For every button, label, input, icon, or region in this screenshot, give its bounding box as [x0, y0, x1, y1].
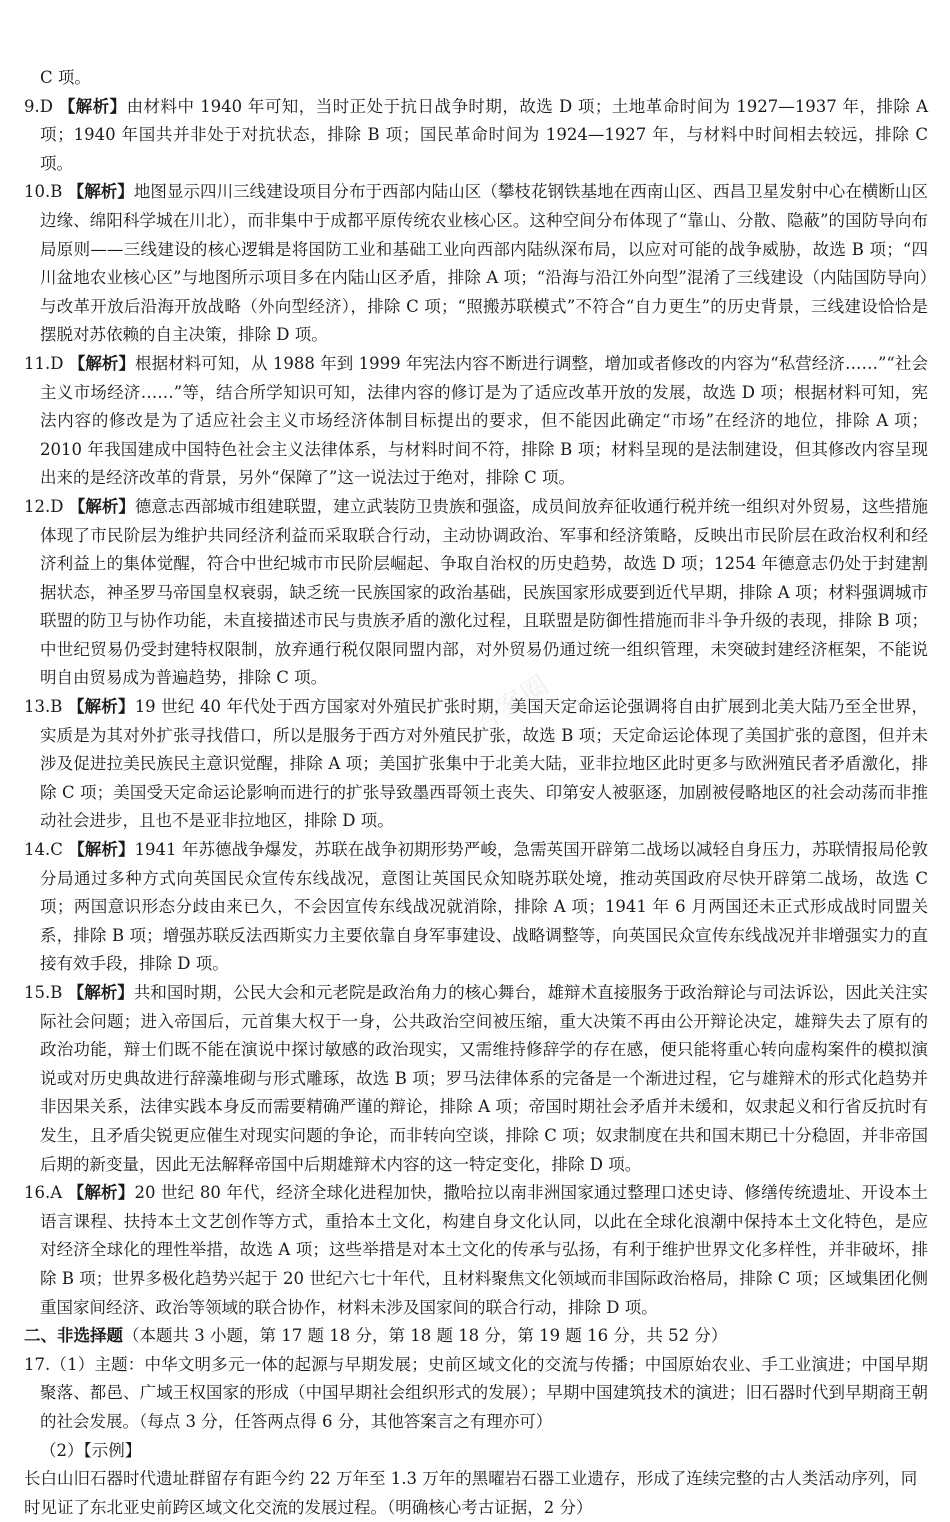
- answer-text: 根据材料可知，从 1988 年到 1999 年宪法内容不断进行调整，增加或者修改的内容为“私营经济……”“社会主义市场经济……”等，结合所学知识可知，法律内容的修订是为了适应改革开放的发展，故选 D 项；根据材料可知，宪法内容的修改是为了适应社会主义市场经济体制目标提出的要求，但不能因此确定“市场”在经济的地位，排除 A 项；2010 年我国建成中国特色社会主义法律体系，与材料时间不符，排除 B 项；材料呈现的是法制建设，但其修改内容呈现出来的是经济改革的背景，另外“保障了”这一说法过于绝对，排除 C 项。: [40, 353, 928, 488]
- question-17: [24, 1351, 928, 1437]
- answer-item: [24, 979, 928, 1179]
- answer-number: 10.B: [24, 182, 63, 202]
- analysis-tag: 【解析】: [67, 1183, 135, 1203]
- analysis-tag: 【解析】: [67, 697, 135, 717]
- continuation-line: C 项。: [40, 68, 91, 87]
- answer-text: 由材料中 1940 年可知，当时正处于抗日战争时期，故选 D 项；土地革命时间为 1927—1937 年，排除 A 项；1940 年国共并非处于对抗状态，排除 B 项；国民革命时间为 1924—1927 年，与材料中时间相去较远，排除 C 项。: [40, 96, 929, 173]
- section-heading: [24, 1322, 928, 1351]
- answer-item: [24, 93, 928, 179]
- answer-text: 1941 年苏德战争爆发，苏联在战争初期形势严峻，急需英国开辟第二战场以减轻自身压力，苏联情报局伦敦分局通过多种方式向英国民众宣传东线战况，意图让英国民众知晓苏联处境，推动英国政府尽快开辟第二战场，故选 C 项；两国意识形态分歧由来已久，不会因宣传东线战况就消除，排除 A 项；1941 年 6 月两国还未正式形成战时同盟关系，排除 B 项；增强苏联反法西斯实力主要依靠自身军事建设、战略调整等，向英国民众宣传东线战况并非增强实力的直接有效手段，排除 D 项。: [40, 840, 928, 974]
- question-number: 17.: [24, 1354, 51, 1374]
- answer-item: [24, 350, 928, 493]
- answer-text: 共和国时期，公民大会和元老院是政治角力的核心舞台，雄辩术直接服务于政治辩论与司法诉讼，因此关注实际社会问题；进入帝国后，元首集大权于一身，公共政治空间被压缩，重大决策不再由公开辩论决定，雄辩失去了原有的政治功能，辩士们既不能在演说中探讨敏感的政治现实，又需维持修辞学的存在感，便只能将重心转向虚构案件的模拟演说或对历史典故进行辞藻堆砌与形式雕琢，故选 B 项；罗马法律体系的完备是一个渐进过程，它与雄辩术的形式化趋势并非因果关系，法律实践本身反而需要精确严谨的辩论，排除 A 项；帝国时期社会矛盾并未缓和，奴隶起义和行省反抗时有发生，且矛盾尖锐更应催生对现实问题的争论，而非转向空谈，排除 C 项；奴隶制度在共和国末期已十分稳固，并非帝国后期的新变量，因此无法解释帝国中后期雄辩术内容的这一特定变化，排除 D 项。: [40, 983, 929, 1174]
- answer-text: 19 世纪 40 年代处于西方国家对外殖民扩张时期，美国天定命运论强调将自由扩展到北美大陆乃至全世界，实质是为其对外扩张寻找借口，所以是服务于西方对外殖民扩张，故选 B 项；天定命运论体现了美国扩张的意图，但并未涉及促进拉美民族民主意识觉醒，排除 A 项；美国扩张集中于北美大陆，亚非拉地区此时更多与欧洲殖民者矛盾激化，排除 C 项；美国受天定命运论影响而进行的扩张导致墨西哥领土丧失、印第安人被驱逐，加剧被侵略地区的社会动荡而非推动社会进步，且也不是亚非拉地区，排除 D 项。: [40, 697, 929, 831]
- answer-number: 13.B: [24, 697, 63, 717]
- answer-number: 12.D: [24, 496, 64, 516]
- section-title: 二、非选择题: [24, 1326, 123, 1346]
- q17-part2-label: （2）【示例】: [40, 1440, 142, 1460]
- q17-part2-box: [24, 1465, 928, 1517]
- answer-item: [24, 1179, 928, 1322]
- answer-text: 德意志西部城市组建联盟，建立武装防卫贵族和强盗，成员间放弃征收通行税并统一组织对外贸易，这些措施体现了市民阶层为维护共同经济利益而采取联合行动，主动协调政治、军事和经济策略，反映出市民阶层在政治权利和经济利益上的集体觉醒，符合中世纪城市市民阶层崛起、争取自治权的历史趋势，故选 D 项；1254 年德意志仍处于封建割据状态，神圣罗马帝国皇权衰弱，缺乏统一民族国家的政治基础，民族国家形成要到近代早期，排除 A 项；材料强调城市联盟的防卫与协作功能，未直接描述市民与贵族矛盾的激化过程，且联盟是防御性措施而非斗争升级的表现，排除 B 项；中世纪贸易仍受封建特权限制，放弃通行税仅限同盟内部，对外贸易仍通过统一组织管理，未突破封建经济框架，不能说明自由贸易成为普遍趋势，排除 C 项。: [40, 496, 929, 688]
- section-note: （本题共 3 小题，第 17 题 18 分，第 18 题 18 分，第 19 题 16 分，共 52 分）: [123, 1326, 728, 1346]
- analysis-tag: 【解析】: [58, 96, 127, 116]
- answer-item: [24, 493, 928, 693]
- answer-text: 地图显示四川三线建设项目分布于西部内陆山区（攀枝花钢铁基地在西南山区、西昌卫星发射中心在横断山区边缘、绵阳科学城在川北），而非集中于成都平原传统农业核心区。这种空间分布体现了“靠山、分散、隐蔽”的国防导向布局原则——三线建设的核心逻辑是将国防工业和基础工业向西部内陆纵深布局，以应对可能的战争威胁，故选 B 项；“四川盆地农业核心区”与地图所示项目多在内陆山区矛盾，排除 A 项；“沿海与沿江外向型”混淆了三线建设（内陆国防导向）与改革开放后沿海开放战略（外向型经济），排除 C 项；“照搬苏联模式”不符合“自力更生”的历史背景，三线建设恰恰是摆脱对苏依赖的自主决策，排除 D 项。: [40, 182, 929, 345]
- analysis-tag: 【解析】: [68, 840, 135, 860]
- answer-number: 15.B: [24, 983, 63, 1002]
- analysis-tag: 【解析】: [68, 496, 135, 516]
- answer-number: 14.C: [24, 840, 63, 860]
- answer-item: [24, 178, 928, 350]
- q17-part1: （1）主题：中华文明多元一体的起源与早期发展；史前区域文化的交流与传播；中国原始农业、手工业演进；中国早期聚落、都邑、广域王权国家的形成（中国早期社会组织形式的发展）；早期中国建筑技术的演进；旧石器时代到早期商王朝的社会发展。（每点 3 分，任答两点得 6 分，其他答案言之有理亦可）: [40, 1354, 928, 1431]
- answer-number: 16.A: [24, 1183, 63, 1203]
- answer-text: 20 世纪 80 年代，经济全球化进程加快，撒哈拉以南非洲国家通过整理口述史诗、修缮传统遗址、开设本土语言课程、扶持本土文艺创作等方式，重拾本土文化，构建自身文化认同，以此在全球化浪潮中保持本土文化特色，是应对经济全球化的理性举措，故选 A 项；这些举措是对本土文化的传承与弘扬，有利于维护世界文化多样性，并非破坏，排除 B 项；世界多极化趋势兴起于 20 世纪六七十年代，且材料聚焦文化领域而非国际政治格局，排除 C 项；区域集团化侧重国家间经济、政治等领域的联合协作，材料未涉及国家间的联合行动，排除 D 项。: [40, 1183, 929, 1317]
- answer-number: 9.D: [24, 96, 53, 116]
- analysis-tag: 【解析】: [67, 182, 134, 202]
- watermark: 答案圈: [468, 669, 556, 740]
- analysis-tag: 【解析】: [68, 353, 136, 373]
- answer-number: 11.D: [24, 353, 64, 373]
- q17-part2-text: 长白山旧石器时代遗址群留存有距今约 22 万年至 1.3 万年的黑曜岩石器工业遗存，形成了连续完整的古人类活动序列，同时见证了东北亚史前跨区域文化交流的发展过程。（明确核心考古证据，2 分）: [24, 1469, 918, 1517]
- answer-item: [24, 836, 928, 979]
- analysis-tag: 【解析】: [67, 983, 134, 1002]
